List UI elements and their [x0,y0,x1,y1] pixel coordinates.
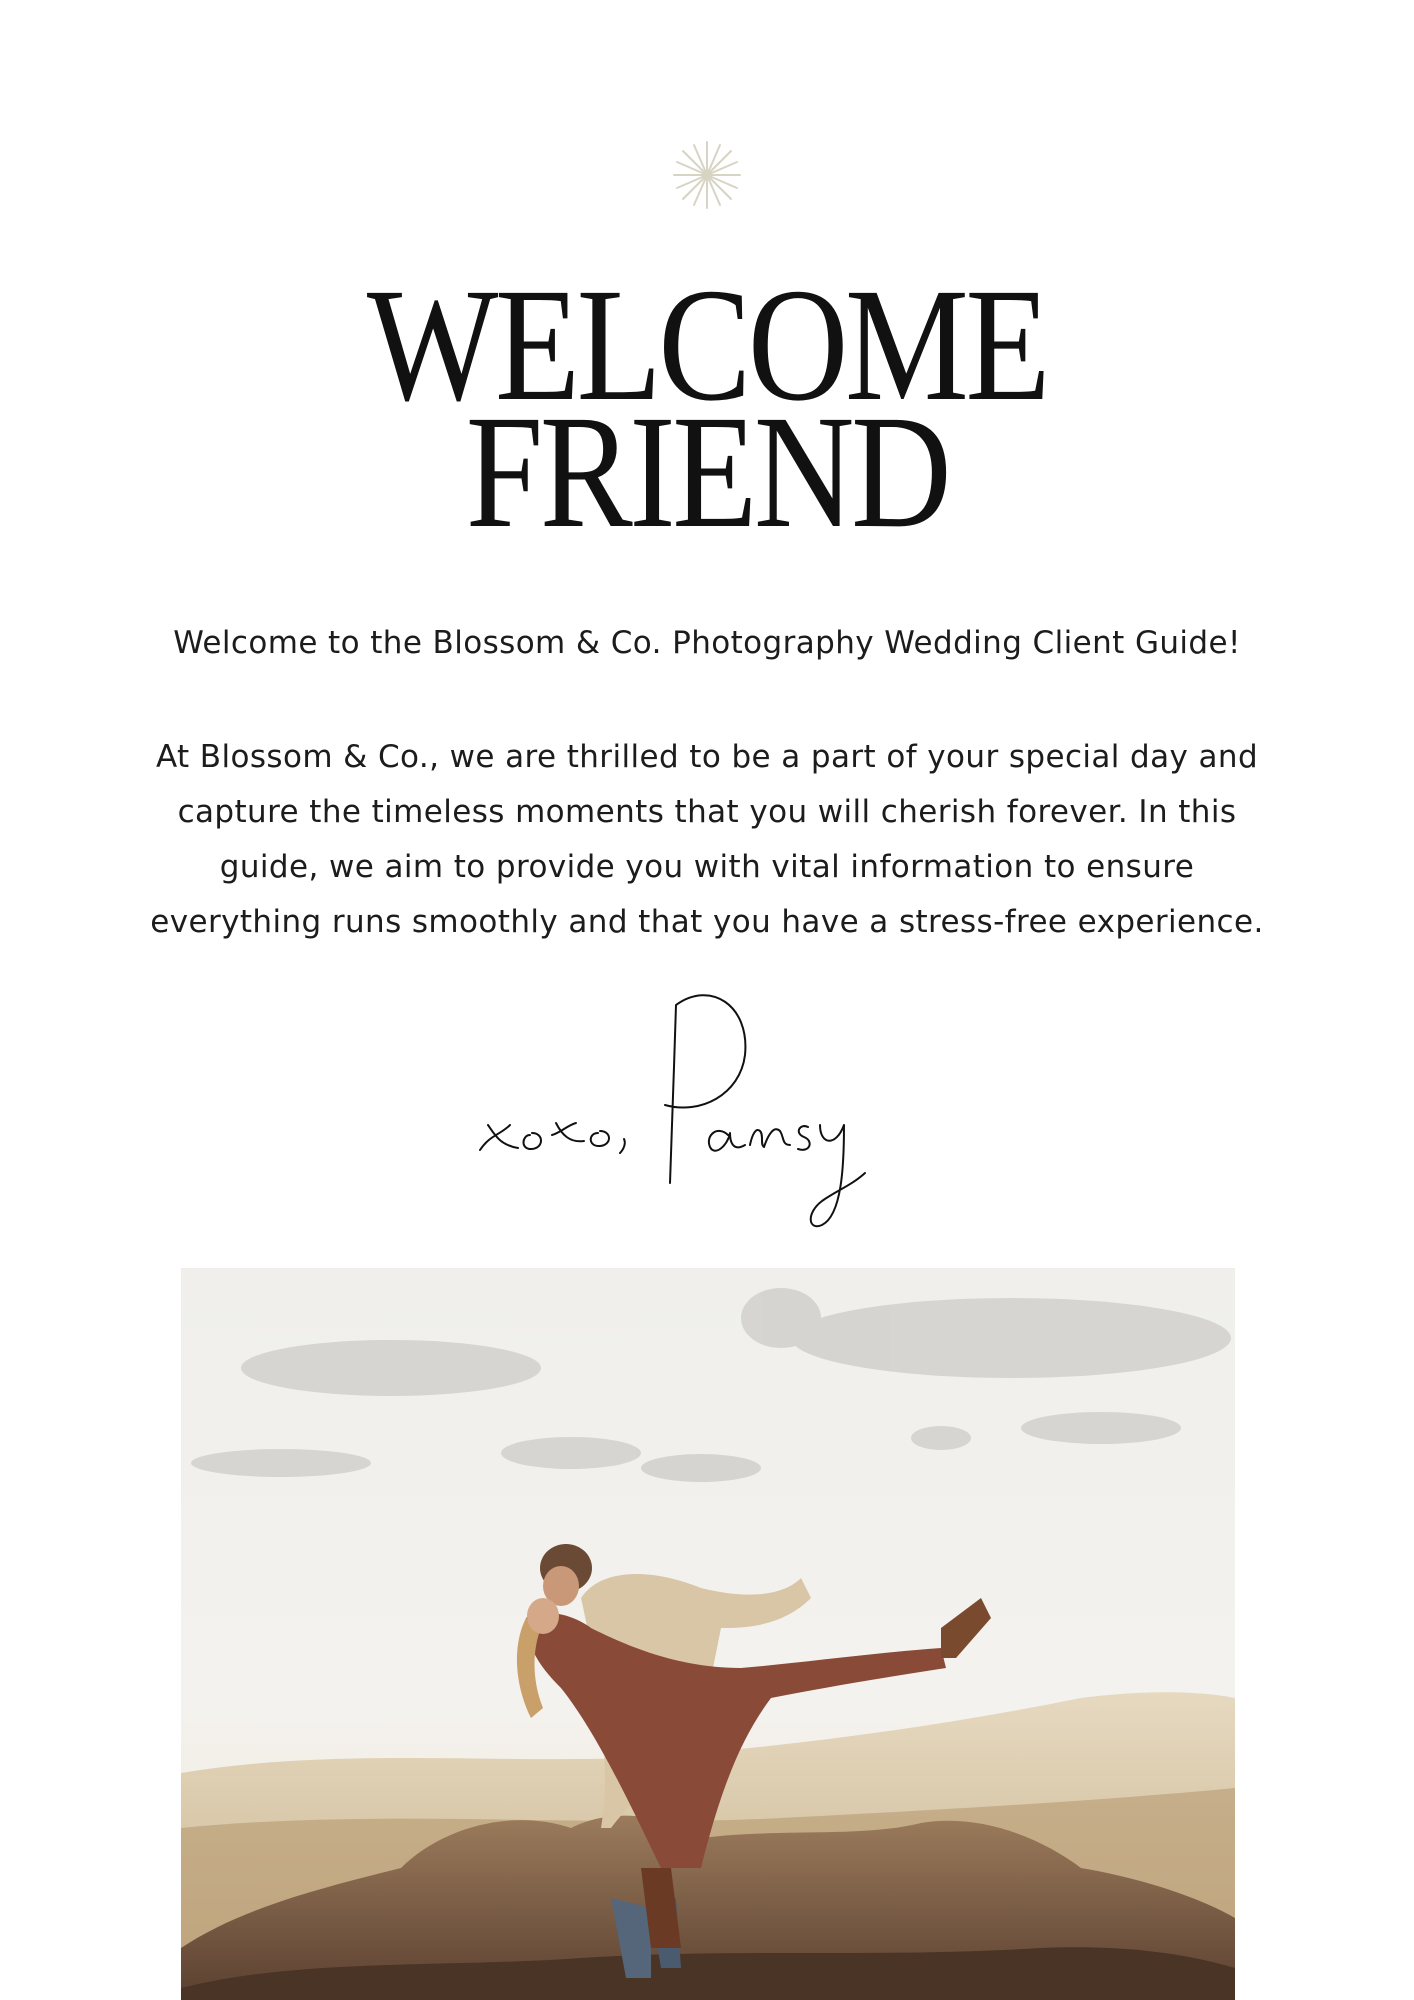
body-paragraph: At Blossom & Co., we are thrilled to be a part of your special day and capture the timeless moments that you will cherish forever. In this guide, we aim to provide you with vital information to ensure everything runs smoothly and that you have a stress-free experience. [150,739,1264,940]
couple-photo [181,1268,1235,2000]
page-title-line2: FRIEND [465,383,949,562]
signature [460,985,940,1255]
intro-text: Welcome to the Blossom & Co. Photography Wedding Client Guide! [173,625,1241,661]
page-title-line1: WELCOME [366,256,1048,435]
sparkle-star-icon [672,140,742,210]
